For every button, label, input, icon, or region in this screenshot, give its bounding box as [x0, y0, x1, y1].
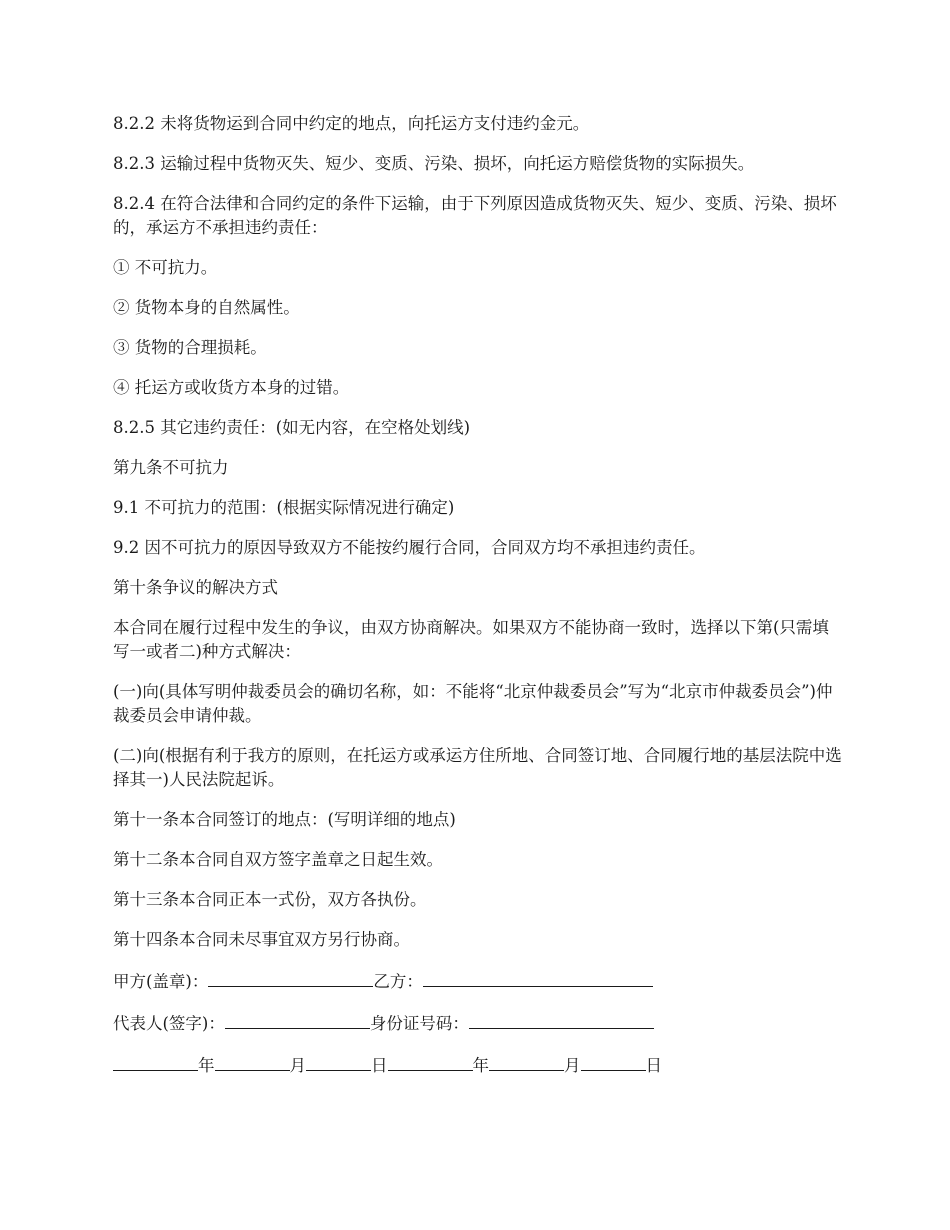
party-b-day-blank[interactable]	[581, 1052, 646, 1071]
article-10-heading: 第十条争议的解决方式	[113, 578, 278, 597]
clause-8-2-3: 8.2.3 运输过程中货物灭失、短少、变质、污染、损坏，向托运方赔偿货物的实际损失。	[113, 154, 755, 173]
id-number-blank[interactable]	[469, 1010, 654, 1029]
exemption-item-4: ④ 托运方或收货方本身的过错。	[113, 378, 350, 397]
signature-party-line	[113, 968, 843, 994]
clause-8-2-4: 8.2.4 在符合法律和合同约定的条件下运输，由于下列原因造成货物灭失、短少、变质、污染、损坏的，承运方不承担违约责任：	[113, 194, 837, 237]
representative-signature-blank[interactable]	[225, 1010, 370, 1029]
dispute-option-arbitration: (一)向(具体写明仲裁委员会的确切名称，如：不能将“北京仲裁委员会”写为“北京市仲裁委员会”)仲裁委员会申请仲裁。	[113, 682, 833, 725]
article-13: 第十三条本合同正本一式份，双方各执份。	[113, 890, 427, 909]
day-label: 日	[371, 1056, 388, 1075]
clause-8-2-2: 8.2.2 未将货物运到合同中约定的地点，向托运方支付违约金元。	[113, 114, 590, 133]
article-9-heading: 第九条不可抗力	[113, 458, 229, 477]
article-14: 第十四条本合同未尽事宜双方另行协商。	[113, 930, 410, 949]
party-b-blank[interactable]	[423, 968, 653, 987]
dispute-resolution-intro: 本合同在履行过程中发生的争议，由双方协商解决。如果双方不能协商一致时，选择以下第(只需填写一或者二)种方式解决：	[113, 618, 829, 661]
party-a-year-blank[interactable]	[113, 1052, 198, 1071]
article-12: 第十二条本合同自双方签字盖章之日起生效。	[113, 850, 443, 869]
party-b-label: 乙方：	[373, 972, 423, 991]
year-label: 年	[198, 1056, 215, 1075]
party-a-day-blank[interactable]	[306, 1052, 371, 1071]
party-a-label: 甲方(盖章)：	[113, 972, 209, 991]
party-a-month-blank[interactable]	[215, 1052, 290, 1071]
exemption-item-3: ③ 货物的合理损耗。	[113, 338, 267, 357]
party-a-seal-blank[interactable]	[208, 968, 373, 987]
document-body	[113, 112, 843, 1094]
month-label: 月	[289, 1056, 306, 1075]
dispute-option-litigation: (二)向(根据有利于我方的原则，在托运方或承运方住所地、合同签订地、合同履行地的基层法院中选择其一)人民法院起诉。	[113, 746, 842, 789]
signature-representative-line	[113, 1010, 843, 1036]
id-number-label: 身份证号码：	[369, 1014, 469, 1033]
month-label: 月	[564, 1056, 581, 1075]
year-label: 年	[472, 1056, 489, 1075]
clause-8-2-5: 8.2.5 其它违约责任：(如无内容，在空格处划线)	[113, 418, 471, 437]
representative-label: 代表人(签字)：	[113, 1014, 225, 1033]
article-11: 第十一条本合同签订的地点：(写明详细的地点)	[113, 810, 456, 829]
signature-date-line	[113, 1052, 843, 1078]
clause-9-2: 9.2 因不可抗力的原因导致双方不能按约履行合同，合同双方均不承担违约责任。	[113, 538, 706, 557]
party-b-year-blank[interactable]	[388, 1052, 473, 1071]
clause-9-1: 9.1 不可抗力的范围：(根据实际情况进行确定)	[113, 498, 455, 517]
party-b-month-blank[interactable]	[489, 1052, 564, 1071]
exemption-item-1: ① 不可抗力。	[113, 258, 218, 277]
day-label: 日	[645, 1056, 662, 1075]
exemption-item-2: ② 货物本身的自然属性。	[113, 298, 300, 317]
